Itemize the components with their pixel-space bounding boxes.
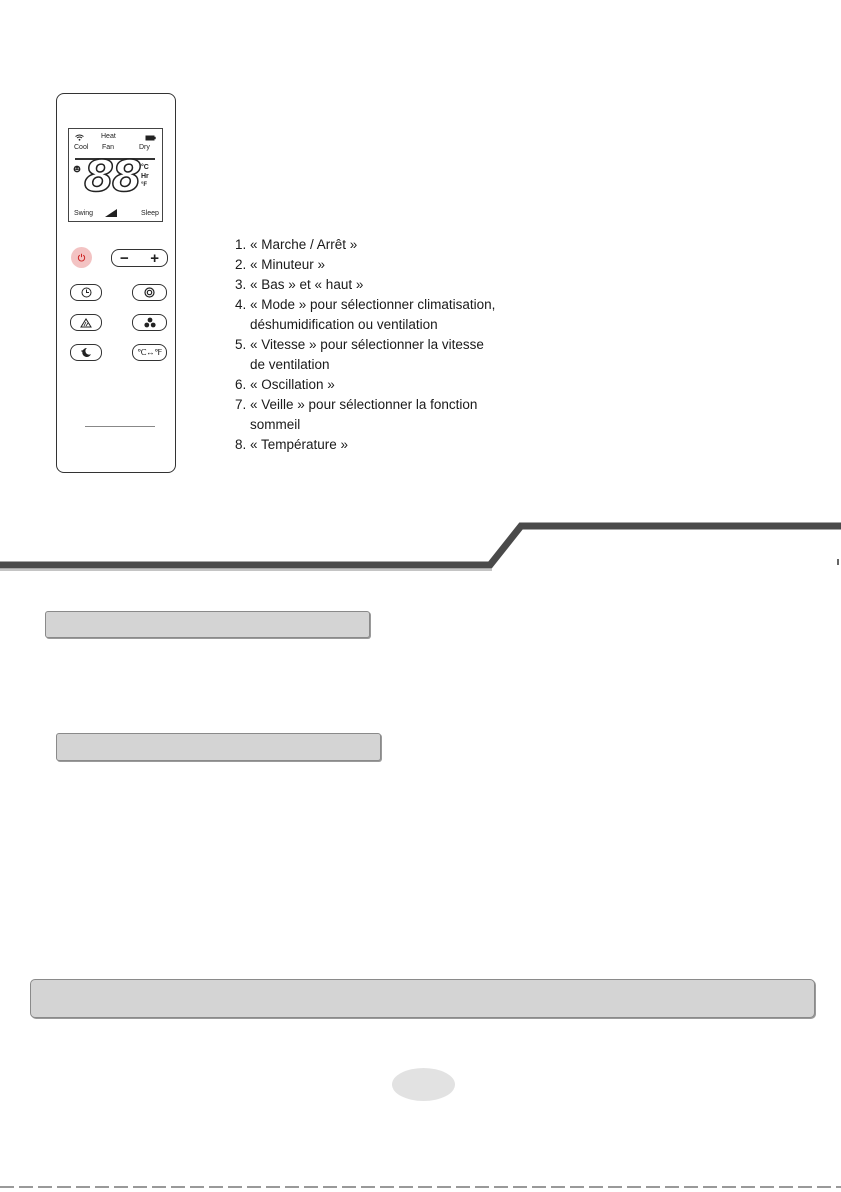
list-item: 2. « Minuteur »: [235, 257, 326, 272]
list-item: 4. « Mode » pour sélectionner climatisation,: [235, 297, 496, 312]
moon-icon: [80, 347, 92, 358]
page-number-badge: [392, 1068, 455, 1101]
lcd-display: [68, 128, 163, 222]
swing-button[interactable]: [70, 314, 102, 331]
list-item: 3. « Bas » et « haut »: [235, 277, 364, 292]
list-item-continuation: sommeil: [250, 417, 301, 432]
lcd-cool-label: Cool: [74, 144, 89, 151]
list-item: 6. « Oscillation »: [235, 377, 335, 392]
plus-button[interactable]: +: [150, 249, 159, 267]
list-item: 5. « Vitesse » pour sélectionner la vitesse: [235, 337, 484, 352]
lcd-fan-label: Fan: [102, 144, 115, 151]
lcd-digits: 88: [84, 152, 140, 202]
heading-box-2: [56, 733, 381, 761]
lcd-heat-label: Heat: [101, 133, 116, 140]
battery-icon: [145, 135, 156, 141]
power-button[interactable]: [71, 247, 92, 268]
heading-box-3: [30, 979, 815, 1018]
lcd-sleep-label: Sleep: [141, 210, 159, 217]
instruction-list: [235, 235, 535, 455]
list-item: 1. « Marche / Arrêt »: [235, 237, 358, 252]
lcd-dry-label: Dry: [139, 144, 150, 151]
section-divider: [0, 515, 841, 575]
signal-icon: [75, 134, 84, 141]
list-item-continuation: de ventilation: [250, 357, 330, 372]
lcd-unit-hr: Hr: [141, 173, 149, 180]
lcd-unit-c: °C: [141, 164, 149, 171]
lcd-swing-label: Swing: [74, 210, 94, 217]
bottom-dashed-line: [0, 1186, 841, 1188]
remote-bottom-line: [85, 426, 155, 427]
smiley-icon: [73, 165, 81, 173]
power-icon: [77, 251, 86, 264]
sleep-button[interactable]: [70, 344, 102, 361]
lcd-unit-f: °F: [141, 182, 148, 188]
minus-plus-rocker: [111, 249, 168, 267]
list-item-continuation: déshumidification ou ventilation: [250, 317, 438, 332]
temperature-unit-button[interactable]: ℃↔℉: [132, 344, 167, 361]
clock-icon: [81, 287, 92, 298]
fan-icon: [144, 317, 156, 328]
minus-button[interactable]: −: [120, 249, 129, 267]
fan-speed-icon: [105, 209, 117, 217]
remote-control: [56, 93, 176, 473]
fan-speed-button[interactable]: [132, 314, 167, 331]
list-item: 7. « Veille » pour sélectionner la fonction: [235, 397, 478, 412]
mode-button[interactable]: [132, 284, 167, 301]
list-item: 8. « Température »: [235, 437, 349, 452]
swing-icon: [80, 318, 92, 328]
mode-icon: [144, 287, 155, 298]
timer-button[interactable]: [70, 284, 102, 301]
heading-box-1: [45, 611, 370, 638]
